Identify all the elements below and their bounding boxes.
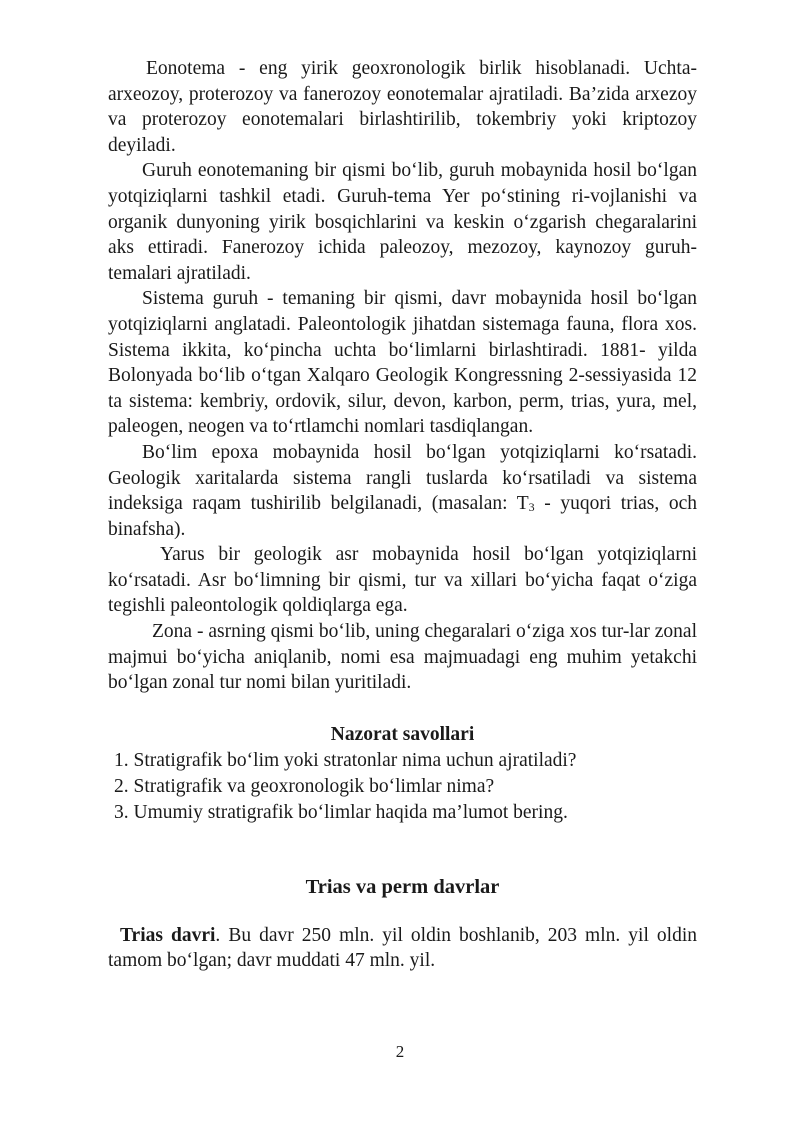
paragraph-sistema: Sistema guruh - temaning bir qismi, davr mobaynida hosil bo‘lgan yotqiziqlarni anglatadi. Paleontologik jihatdan sistemaga fauna, flora xos. Sistema ikkita, ko‘pincha uchta bo‘limlarni birlashtiradi. 1881- yilda Bolonyada bo‘lib o‘tgan Xalqaro Geologik Kongressning 2-sessiyasida 12 ta sistema: kembriy, ordovik, silur, devon, karbon, perm, trias, yura, mel, paleogen, neogen va to‘rtlamchi nomlari tasdiqlangan. — [108, 288, 697, 438]
section-heading: Trias va perm davrlar — [305, 876, 500, 899]
question-list — [108, 748, 697, 825]
paragraph-yarus: Yarus bir geologik asr mobaynida hosil bo‘lgan yotqiziqlarni ko‘rsatadi. Asr bo‘limning bir qismi, tur va xillari bo‘yicha faqat o‘ziga tegishli paleontologik qoldiqlarga ega. — [108, 544, 697, 617]
question-item: 1. Stratigrafik bo‘lim yoki stratonlar nima uchun ajratiladi? — [114, 750, 577, 772]
paragraph-zona: Zona - asrning qismi bo‘lib, uning chegaralari o‘ziga xos tur-lar zonal majmui bo‘yicha aniqlanib, nomi esa majmuadagi eng muhim yetakchi bo‘lgan zonal tur nomi bilan yuritiladi. — [108, 621, 697, 694]
bolim-text-after: - yuqori trias, och binafsha). — [108, 493, 697, 540]
trias-text: . Bu davr 250 mln. yil oldin boshlanib, 203 mln. yil oldin tamom bo‘lgan; davr muddati 47 mln. yil. — [108, 924, 697, 972]
paragraph-bolim — [108, 440, 697, 542]
nazorat-heading: Nazorat savollari — [330, 723, 475, 745]
question-item: 2. Stratigrafik va geoxronologik bo‘limlar nima? — [114, 776, 495, 798]
trias-term: Trias davri — [120, 924, 216, 946]
paragraph-trias — [108, 923, 697, 974]
page-number: 2 — [395, 1042, 405, 1061]
bolim-text-before: Bo‘lim epoxa mobaynida hosil bo‘lgan yotqiziqlarni ko‘rsatadi. Geologik xaritalarda sistema rangli tuslarda ko‘rsatiladi va sistema indeksiga raqam tushirilib belgilanadi, (masalan: T — [108, 441, 697, 515]
paragraph-guruh: Guruh eonotemaning bir qismi bo‘lib, guruh mobaynida hosil bo‘lgan yotqiziqlarni tashkil etadi. Guruh-tema Yer po‘stining ri-vojlanishi va organik dunyoning yirik bosqichlarini va keskin o‘zgarish chegaralarini aks ettiradi. Fanerozoy ichida paleozoy, mezozoy, kaynozoy guruh-temalari ajratiladi. — [108, 160, 697, 284]
paragraph-eonotema: Eonotema - eng yirik geoxronologik birlik hisoblanadi. Uchta-arxeozoy, proterozoy va fanerozoy eonotemalar ajratiladi. Ba’zida arxezoy va proterozoy eonotemalari birlashtirilib, tokembriy yoki kriptozoy deyiladi. — [108, 58, 697, 156]
question-item: 3. Umumiy stratigrafik bo‘limlar haqida ma’lumot bering. — [114, 801, 568, 823]
bolim-index-subscript: 3 — [528, 500, 535, 515]
page-body — [108, 56, 697, 974]
